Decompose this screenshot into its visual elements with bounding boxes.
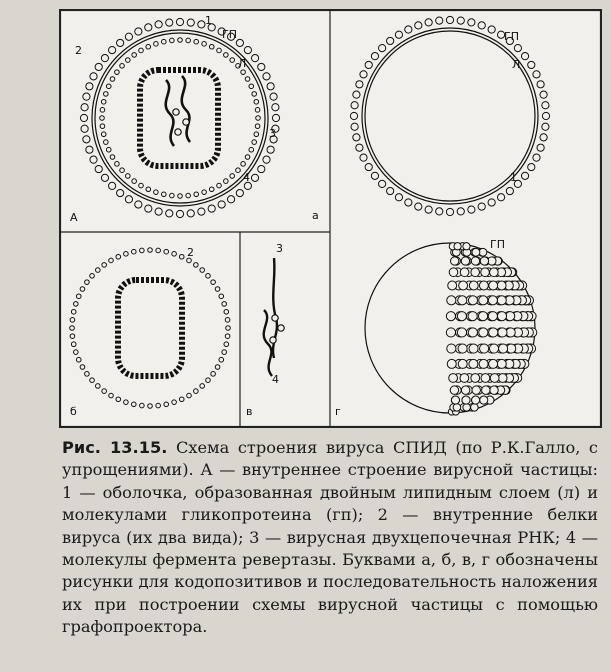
panel-b-inner-proteins <box>70 248 231 409</box>
label-a-gp: ГП <box>504 30 519 43</box>
label-v-4: 4 <box>272 373 279 386</box>
figure-frame <box>59 9 602 428</box>
caption-text: Схема строения вируса СПИД (по Р.К.Галло, с упрощениями). А — внутреннее строение вирусной частицы: 1 — оболочка, образованная двойным липидным слоем (л) и молекулами гликопротеина (гп); 2 — внутренние белки вируса (их два вида); 3 — вирусная двухцепочечная РНК; 4 — молекулы фермента ревертазы. Буквами а, б, в, г обозначены рисунки для кодопозитивов и последовательность наложения их при построении схемы вирусной частицы с помощью графопроектора. <box>62 438 598 637</box>
label-A-l: Л <box>238 57 247 70</box>
label-A-4: 4 <box>243 171 250 184</box>
panel-label-b: б <box>70 405 77 418</box>
label-g-gp: ГП <box>490 238 505 251</box>
label-a-1: 1 <box>510 171 517 184</box>
figure-caption <box>62 437 598 639</box>
label-A-3: 3 <box>269 127 276 140</box>
caption-title: Рис. 13.15. <box>62 438 168 457</box>
panel-v-rna <box>264 258 285 376</box>
panel-a-internal-structure <box>80 18 279 217</box>
panel-a-envelope <box>350 16 549 215</box>
virus-diagram <box>60 10 601 427</box>
label-b-2: 2 <box>187 246 194 259</box>
panel-label-a: а <box>312 209 319 222</box>
panel-label-v: в <box>246 405 253 418</box>
label-a-l: Л <box>512 58 521 71</box>
panel-label-g: г <box>335 405 341 418</box>
panel-label-A: А <box>70 211 78 224</box>
label-A-1: 1 <box>205 14 212 27</box>
label-v-3: 3 <box>276 242 283 255</box>
panel-g-surface <box>365 243 537 415</box>
label-A-2: 2 <box>75 44 82 57</box>
label-A-gp: ГП <box>222 28 237 41</box>
